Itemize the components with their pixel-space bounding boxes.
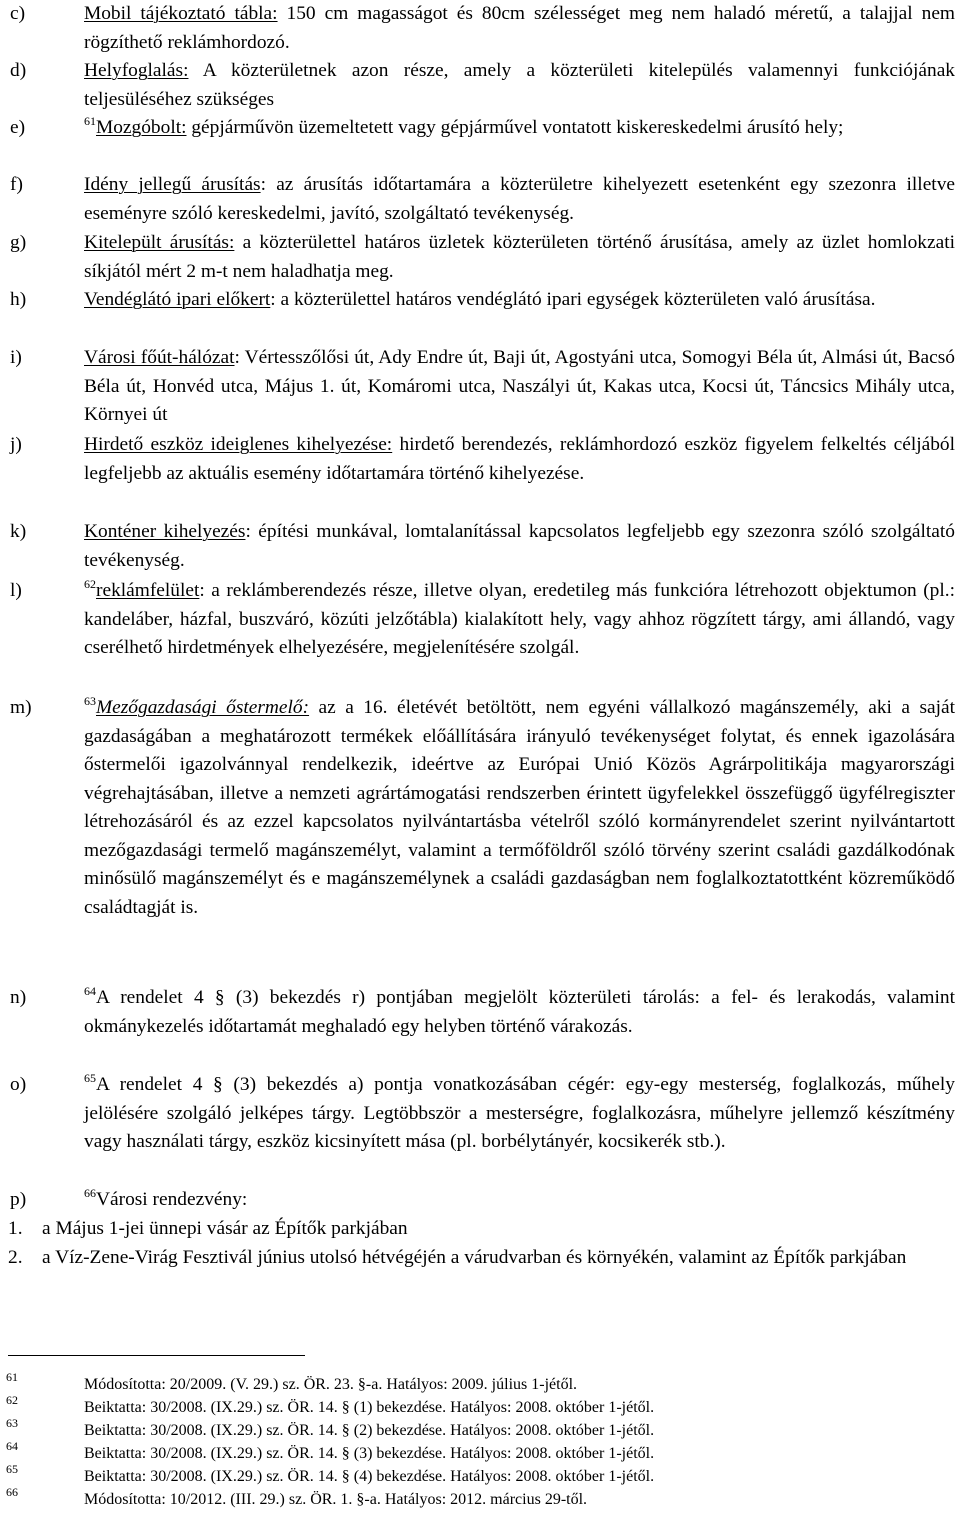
definition-item-h xyxy=(10,286,955,315)
item-text: a Május 1-jei ünnepi vásár az Építők parkjában xyxy=(42,1218,408,1239)
footnote-text: Beiktatta: 30/2008. (IX.29.) sz. ÖR. 14. § (2) bekezdése. Hatályos: 2008. október 1-jétől. xyxy=(84,1422,655,1439)
definition-item-e xyxy=(10,114,955,143)
item-term: Helyfoglalás: xyxy=(84,60,189,81)
numbered-item-2 xyxy=(8,1244,956,1273)
item-term: Idény jellegű árusítás xyxy=(84,174,261,195)
definition-item-g xyxy=(10,229,955,286)
definition-item-k xyxy=(10,518,955,575)
footnote-number: 65 xyxy=(6,1462,18,1476)
item-term: Mobil tájékoztató tábla: xyxy=(84,3,278,24)
definition-item-m xyxy=(10,694,955,922)
item-term: Kitelepült árusítás: xyxy=(84,232,235,253)
item-letter: n) xyxy=(10,987,27,1008)
footnote-65 xyxy=(6,1462,906,1491)
item-letter: p) xyxy=(10,1189,27,1210)
item-text: : a közterülettel határos vendéglátó ipari egységek közterületen való árusítása. xyxy=(270,289,876,310)
item-letter: j) xyxy=(10,434,22,455)
footnote-number: 63 xyxy=(6,1416,18,1430)
item-term: Mezőgazdasági őstermelő: xyxy=(96,697,310,718)
footnote-ref[interactable]: 64 xyxy=(84,984,96,998)
footnote-ref[interactable]: 63 xyxy=(84,694,96,708)
item-text: az a 16. életévét betöltött, nem egyéni vállalkozó magánszemély, aki a saját gazdaságában a meghatározott termékek előállítására irányuló tevékenységet folytat, és ennek igazolására őstermelői igazolvánnyal rendelkezik, ideértve az Európai Unió Közös Agrárpolitikája magyarországi végrehajtásában, illetve a nemzeti agrártámogatási rendszerben érintett ügyfelekkel összefüggő ügyfélregiszter létrehozásáról és az ezzel kapcsolatos nyilvántartásba vételről szóló kormányrendelet szerint nyilvántartott mezőgazdasági termelő magánszemélyt, valamint a termőföldről szóló törvény szerint családi gazdálkodónak minősülő magánszemélyt és e magánszemélynek a családi gazdaságban nem foglalkoztatottként közreműködő családtagját is. xyxy=(84,697,955,918)
footnote-text: Módosította: 20/2009. (V. 29.) sz. ÖR. 23. §-a. Hatályos: 2009. július 1-jétől. xyxy=(84,1376,578,1393)
item-text: : Vértesszőlősi út, Ady Endre út, Baji út, Agostyáni utca, Somogyi Béla út, Almási út, Bacsó Béla út, Honvéd utca, Május 1. út, Komáromi utca, Naszályi út, Kakas utca, Kocsi út, Táncsics Mihály utca, Környei út xyxy=(84,347,955,425)
footnote-61 xyxy=(6,1370,906,1399)
definition-item-p xyxy=(10,1186,955,1215)
footnote-ref[interactable]: 61 xyxy=(84,114,96,128)
footnote-number: 64 xyxy=(6,1439,18,1453)
footnote-number: 66 xyxy=(6,1485,18,1499)
item-text: : a reklámberendezés része, illetve olyan, eredetileg más funkcióra létrehozott objektumon (pl.: kandeláber, házfal, buszváró, közúti jelzőtábla) kialakított hely, vagy ahhoz rögzített tárgy, ami állandó, vagy cserélhető hirdetmények elhelyezésére, megjelenítésére szolgál. xyxy=(84,580,955,658)
item-letter: o) xyxy=(10,1074,27,1095)
footnote-text: Beiktatta: 30/2008. (IX.29.) sz. ÖR. 14. § (4) bekezdése. Hatályos: 2008. október 1-jétől. xyxy=(84,1468,655,1485)
item-letter: f) xyxy=(10,174,23,195)
definition-item-l xyxy=(10,577,955,663)
item-text: Városi rendezvény: xyxy=(96,1189,248,1210)
footnote-separator xyxy=(8,1355,305,1356)
item-text: gépjárművön üzemeltetett vagy gépjárművel vontatott kiskereskedelmi árusító hely; xyxy=(186,117,844,138)
footnote-ref[interactable]: 62 xyxy=(84,577,96,591)
numbered-item-1 xyxy=(8,1215,956,1244)
item-text: a Víz-Zene-Virág Fesztivál június utolsó hétvégéjén a várudvarban és környékén, valamint az Építők parkjában xyxy=(42,1247,907,1268)
footnote-62 xyxy=(6,1393,906,1422)
item-text: 150 cm magasságot és 80cm szélességet meg nem haladó méretű, a talajjal nem rögzíthető reklámhordozó. xyxy=(84,3,956,53)
item-term: Konténer kihelyezés xyxy=(84,521,246,542)
item-term: Hirdető eszköz ideiglenes kihelyezése: xyxy=(84,434,393,455)
definition-item-n xyxy=(10,984,955,1041)
item-letter: g) xyxy=(10,232,27,253)
footnote-number: 61 xyxy=(6,1370,18,1384)
footnote-text: Beiktatta: 30/2008. (IX.29.) sz. ÖR. 14. § (3) bekezdése. Hatályos: 2008. október 1-jétől. xyxy=(84,1445,655,1462)
definition-item-c xyxy=(10,0,955,57)
definition-item-i xyxy=(10,344,955,430)
footnote-ref[interactable]: 65 xyxy=(84,1071,96,1085)
item-text: : építési munkával, lomtalanítással kapcsolatos legfeljebb egy szezonra szóló szolgáltató tevékenység. xyxy=(84,521,955,571)
item-letter: c) xyxy=(10,3,26,24)
item-letter: m) xyxy=(10,697,32,718)
item-text: : az árusítás időtartamára a közterületre kihelyezett esetenként egy szezonra illetve eseményre szóló kereskedelmi, javító, szolgáltató tevékenység. xyxy=(84,174,955,224)
definition-item-f xyxy=(10,171,955,228)
definition-item-o xyxy=(10,1071,955,1157)
footnote-number: 62 xyxy=(6,1393,18,1407)
definition-item-j xyxy=(10,431,955,488)
item-letter: i) xyxy=(10,347,22,368)
item-term: reklámfelület xyxy=(96,580,200,601)
item-letter: l) xyxy=(10,580,22,601)
footnote-text: Módosította: 10/2012. (III. 29.) sz. ÖR. 1. §-a. Hatályos: 2012. március 29-től. xyxy=(84,1491,588,1508)
item-term: Városi főút-hálózat xyxy=(84,347,235,368)
footnote-ref[interactable]: 66 xyxy=(84,1186,96,1200)
definition-item-d xyxy=(10,57,955,114)
item-letter: k) xyxy=(10,521,27,542)
item-term: Mozgóbolt: xyxy=(96,117,187,138)
item-term: Vendéglátó ipari előkert xyxy=(84,289,271,310)
item-text: a közterülettel határos üzletek közterületen történő árusítása, amely az üzlet homlokzati síkjától mért 2 m-t nem haladhatja meg. xyxy=(84,232,955,282)
item-number: 1. xyxy=(8,1218,23,1239)
item-text: A közterületnek azon része, amely a közterületi kitelepülés valamennyi funkciójának teljesüléséhez szükséges xyxy=(84,60,955,110)
item-letter: h) xyxy=(10,289,27,310)
footnote-64 xyxy=(6,1439,906,1468)
footnote-text: Beiktatta: 30/2008. (IX.29.) sz. ÖR. 14. § (1) bekezdése. Hatályos: 2008. október 1-jétől. xyxy=(84,1399,655,1416)
item-letter: d) xyxy=(10,60,27,81)
item-number: 2. xyxy=(8,1247,23,1268)
footnote-66 xyxy=(6,1485,906,1514)
item-text: hirdető berendezés, reklámhordozó eszköz figyelem felkeltés céljából legfeljebb az aktuális esemény időtartamára történő kihelyezése. xyxy=(84,434,955,484)
item-text: A rendelet 4 § (3) bekezdés r) pontjában megjelölt közterületi tárolás: a fel- és lerakodás, valamint okmánykezelés időtartamát meghaladó egy helyben történő várakozás. xyxy=(84,987,955,1037)
item-text: A rendelet 4 § (3) bekezdés a) pontja vonatkozásában cégér: egy-egy mesterség, foglalkozás, műhely jelölésére szolgáló jelképes tárgy. Legtöbbször a mesterségre, foglalkozásra, műhelyre jellemző készítmény vagy használati tárgy, eszköz kicsinyített mása (pl. borbélytányér, kocsikerék stb.). xyxy=(84,1074,955,1152)
item-letter: e) xyxy=(10,117,26,138)
footnote-63 xyxy=(6,1416,906,1445)
